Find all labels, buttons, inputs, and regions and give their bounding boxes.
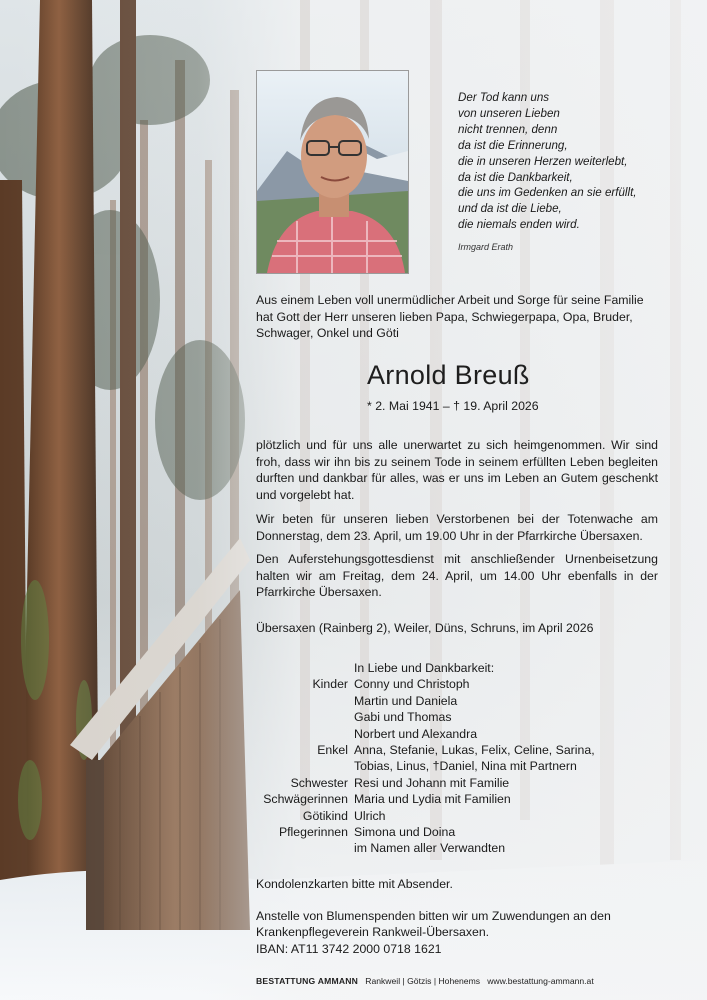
paragraph-vigil: Wir beten für unseren lieben Verstorbenen bei der Totenwache am Donnerstag, dem 23. April, um 19.00 Uhr in der Pfarrkirche Übersaxen. (256, 512, 658, 543)
family-list (256, 660, 676, 857)
donation-line: Anstelle von Blumenspenden bitten wir um Zuwendungen an den (256, 909, 611, 923)
family-row (256, 742, 676, 758)
condolence-note: Kondolenzkarten bitte mit Absender. (256, 877, 453, 891)
donation-line: Krankenpflegeverein Rankweil-Übersaxen. (256, 925, 490, 940)
poem-line: die uns im Gedenken an sie erfüllt, (458, 186, 637, 200)
funeral-home-website[interactable]: www.bestattung-ammann.at (487, 976, 594, 986)
poem-line: da ist die Dankbarkeit, (458, 170, 573, 184)
family-label: Schwester (290, 775, 348, 790)
family-heading-row (256, 660, 676, 676)
family-label (256, 840, 354, 856)
family-row (256, 693, 676, 709)
poem-line: und da ist die Liebe, (458, 202, 562, 216)
family-label: Schwägerinnen (263, 792, 348, 807)
poem-line: da ist die Erinnerung, (458, 138, 568, 152)
family-names: Martin und Daniela (354, 693, 458, 708)
paragraph-passing: plötzlich und für uns alle unerwartet zu sich heimgenommen. Wir sind froh, dass wir ihn bis zu seinem Tode in seinem erfüllten Leben begleiten durften und dankbar für alles, was er uns im Leben an Gutem geschenkt und vorgelebt hat. (256, 438, 658, 502)
donation-note (256, 908, 658, 957)
family-label (256, 693, 354, 709)
family-names: Simona und Doina (354, 825, 456, 840)
deceased-name: Arnold Breuß (367, 360, 530, 390)
family-row (256, 840, 676, 856)
poem-line: von unseren Lieben (458, 106, 560, 120)
poem-line: nicht trennen, denn (458, 122, 558, 136)
family-heading: In Liebe und Dankbarkeit: (354, 661, 495, 675)
intro-text: Aus einem Leben voll unermüdlicher Arbeit und Sorge für seine Familie hat Gott der Herr unseren lieben Papa, Schwiegerpapa, Opa, Bruder, Schwager, Onkel und Göti (256, 293, 644, 340)
funeral-home-brand: BESTATTUNG AMMANN (256, 976, 359, 986)
poem (458, 90, 698, 233)
poem-author: Irmgard Erath (458, 242, 514, 252)
iban-line: IBAN: AT11 3742 2000 0718 1621 (256, 941, 442, 956)
family-label: Enkel (317, 743, 348, 758)
family-row (256, 758, 676, 774)
family-names: Gabi und Thomas (354, 710, 452, 725)
family-label: Götikind (302, 808, 348, 823)
family-row (256, 726, 676, 742)
family-label: Pflegerinnen (278, 825, 348, 840)
family-label (256, 726, 354, 742)
poem-line: die niemals enden wird. (458, 218, 580, 232)
family-row (256, 808, 676, 824)
family-names: Anna, Stefanie, Lukas, Felix, Celine, Sarina, (354, 743, 595, 758)
portrait-photo (256, 70, 409, 274)
family-row (256, 824, 676, 840)
family-row (256, 791, 676, 807)
poem-line: die in unseren Herzen weiterlebt, (458, 154, 628, 168)
family-names: Maria und Lydia mit Familien (354, 792, 511, 807)
family-names: Conny und Christoph (354, 677, 470, 692)
family-label: Kinder (312, 677, 348, 692)
paragraph-funeral: Den Auferstehungsgottesdienst mit anschließender Urnenbeisetzung halten wir am Freitag, dem 24. April, um 14.00 Uhr ebenfalls in der Pfarrkirche Übersaxen. (256, 552, 658, 599)
family-label (256, 758, 354, 774)
family-names: Norbert und Alexandra (354, 726, 478, 741)
family-row (256, 709, 676, 725)
family-label (256, 709, 354, 725)
funeral-home-footer (256, 976, 594, 986)
place-date-line: Übersaxen (Rainberg 2), Weiler, Düns, Schruns, im April 2026 (256, 621, 594, 635)
poem-line: Der Tod kann uns (458, 91, 550, 104)
family-names: Tobias, Linus, †Daniel, Nina mit Partnern (354, 759, 577, 774)
life-dates: * 2. Mai 1941 – † 19. April 2026 (367, 399, 539, 413)
family-row (256, 676, 676, 692)
family-names: Resi und Johann mit Familie (354, 775, 510, 790)
family-names: im Namen aller Verwandten (354, 841, 506, 856)
family-row (256, 775, 676, 791)
funeral-home-locations: Rankweil | Götzis | Hohenems (365, 976, 481, 986)
family-names: Ulrich (354, 808, 386, 823)
